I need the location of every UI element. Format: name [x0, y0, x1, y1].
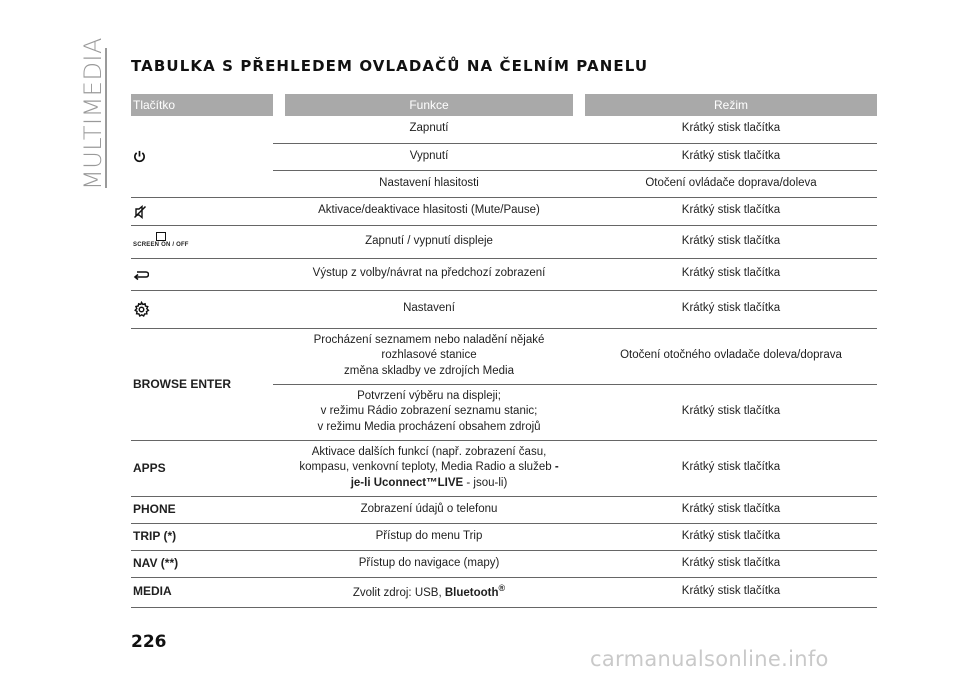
screen-cell [131, 225, 273, 258]
settings-cell [131, 290, 273, 328]
row-settings-mode: Krátký stisk tlačítka [585, 290, 877, 328]
table-row [131, 116, 877, 143]
table-row [131, 440, 877, 496]
screen-icon [133, 232, 189, 248]
gear-icon [133, 301, 150, 318]
row-browse-turn-mode: Otočení otočného ovladače doleva/doprava [585, 328, 877, 384]
screen-icon-label: SCREEN ON / OFF [133, 242, 189, 249]
row-browse-press-function: Potvrzení výběru na displeji; v režimu Rádio zobrazení seznamu stanic; v režimu Media procházení obsahem zdrojů [285, 384, 573, 440]
apps-label: APPS [131, 440, 273, 496]
power-cell [131, 116, 273, 197]
row-volume-function: Nastavení hlasitosti [285, 170, 573, 197]
row-browse-press-mode: Krátký stisk tlačítka [585, 384, 877, 440]
table-row [131, 577, 877, 607]
header-function: Funkce [285, 94, 573, 116]
row-browse-turn-function: Procházení seznamem nebo naladění nějaké rozhlasové stanice změna skladby ve zdrojích Media [285, 328, 573, 384]
table-header [131, 94, 877, 116]
table-row [131, 258, 877, 290]
row-power-on-mode: Krátký stisk tlačítka [585, 116, 877, 143]
row-trip-function: Přístup do menu Trip [285, 523, 573, 550]
table-row [131, 328, 877, 384]
section-label: MULTIMEDIA [79, 37, 107, 190]
row-volume-mode: Otočení ovládače doprava/doleva [585, 170, 877, 197]
nav-label: NAV (**) [131, 550, 273, 577]
row-settings-function: Nastavení [285, 290, 573, 328]
trip-label: TRIP (*) [131, 523, 273, 550]
header-button: Tlačítko [131, 94, 273, 116]
row-apps-mode: Krátký stisk tlačítka [585, 440, 877, 496]
row-apps-function: Aktivace dalších funkcí (např. zobrazení času, kompasu, venkovní teploty, Media Radio a služeb - je-li Uconnect™LIVE - jsou-li) [285, 440, 573, 496]
media-label: MEDIA [131, 577, 273, 607]
row-back-mode: Krátký stisk tlačítka [585, 258, 877, 290]
row-phone-mode: Krátký stisk tlačítka [585, 496, 877, 523]
row-screen-mode: Krátký stisk tlačítka [585, 225, 877, 258]
controls-table [131, 94, 877, 608]
row-media-mode: Krátký stisk tlačítka [585, 577, 877, 607]
row-nav-mode: Krátký stisk tlačítka [585, 550, 877, 577]
row-power-on-function: Zapnutí [285, 116, 573, 143]
table-row [131, 496, 877, 523]
row-power-off-mode: Krátký stisk tlačítka [585, 143, 877, 170]
row-back-function: Výstup z volby/návrat na předchozí zobrazení [285, 258, 573, 290]
row-power-off-function: Vypnutí [285, 143, 573, 170]
back-arrow-icon [133, 269, 149, 281]
table-row [131, 225, 877, 258]
watermark: carmanualsonline.info [590, 647, 829, 671]
back-cell [131, 258, 273, 290]
row-trip-mode: Krátký stisk tlačítka [585, 523, 877, 550]
header-mode: Režim [585, 94, 877, 116]
row-screen-function: Zapnutí / vypnutí displeje [285, 225, 573, 258]
table-row [131, 550, 877, 577]
row-media-function: Zvolit zdroj: USB, Bluetooth® [285, 577, 573, 607]
row-mute-function: Aktivace/deaktivace hlasitosti (Mute/Pause) [285, 197, 573, 225]
phone-label: PHONE [131, 496, 273, 523]
mute-cell [131, 197, 273, 225]
table-row [131, 197, 877, 225]
row-mute-mode: Krátký stisk tlačítka [585, 197, 877, 225]
row-phone-function: Zobrazení údajů o telefonu [285, 496, 573, 523]
page-number: 226 [131, 632, 167, 652]
table-row [131, 290, 877, 328]
mute-icon [133, 205, 147, 219]
row-nav-function: Přístup do navigace (mapy) [285, 550, 573, 577]
page-title: TABULKA S PŘEHLEDEM OVLADAČŮ NA ČELNÍM PANELU [131, 57, 649, 75]
table-row [131, 523, 877, 550]
browse-enter-label: BROWSE ENTER [131, 328, 273, 440]
power-icon [133, 150, 146, 163]
